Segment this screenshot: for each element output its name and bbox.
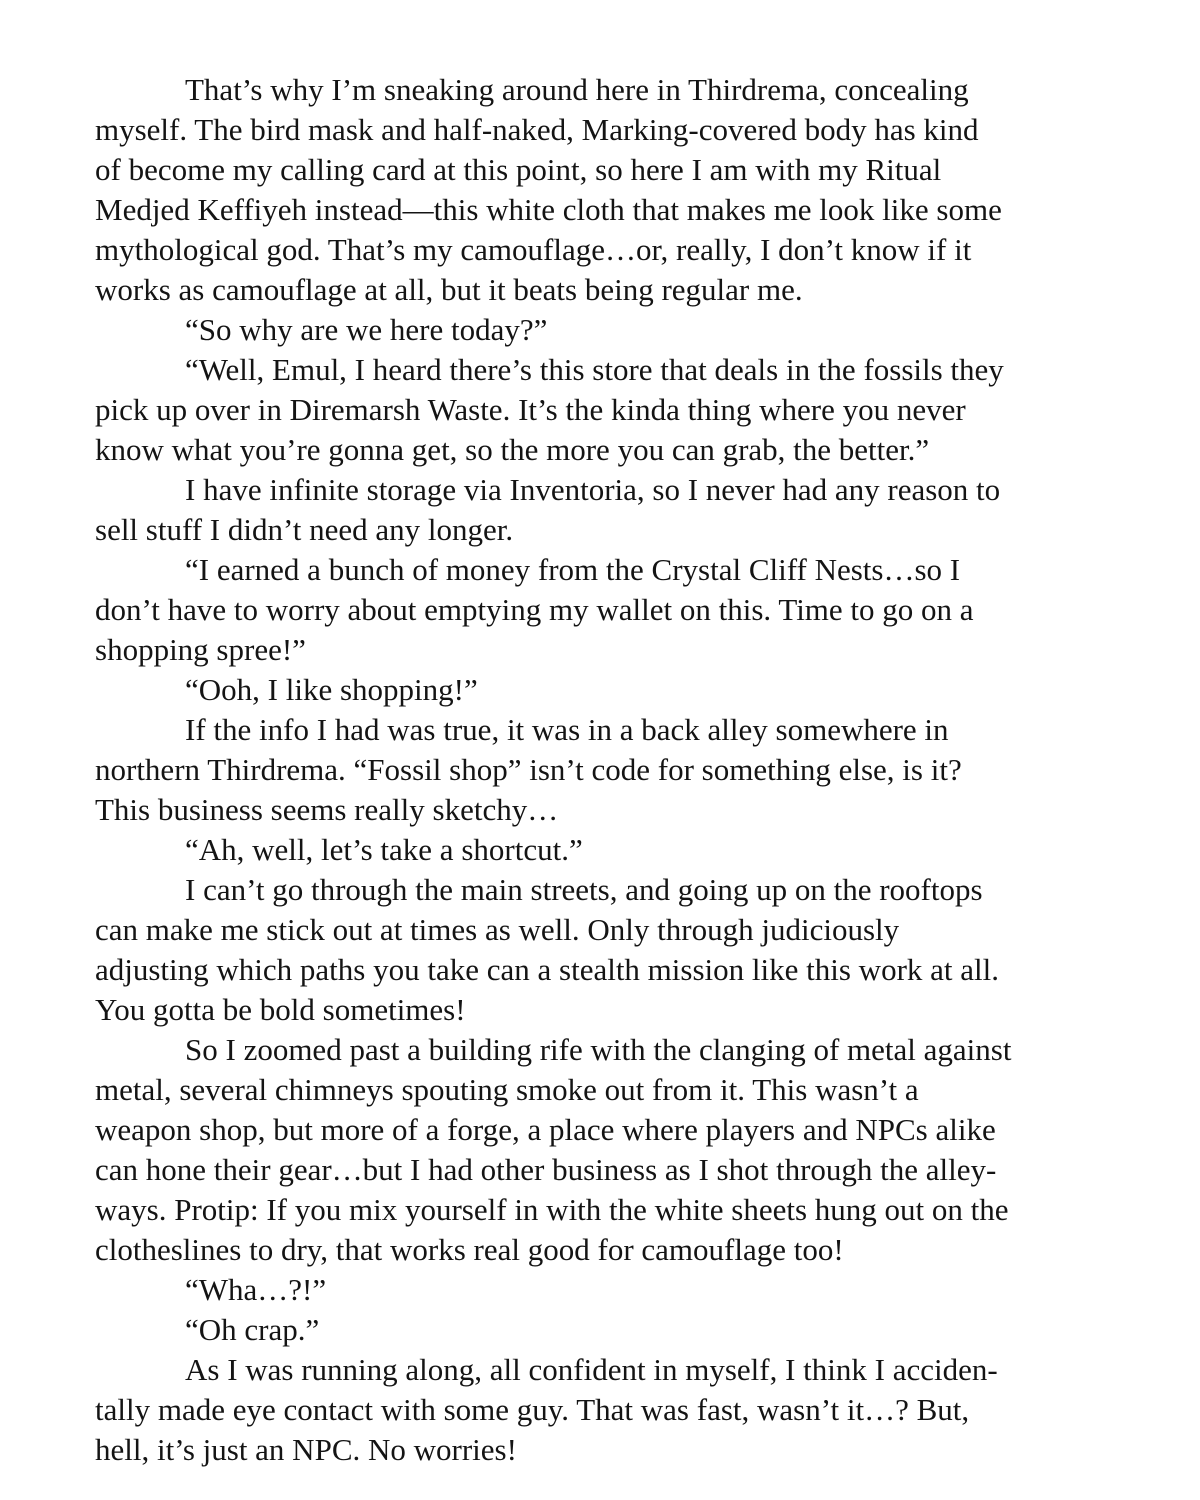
text-line: sell stuff I didn’t need any longer. <box>95 512 514 547</box>
text-line: can make me stick out at times as well. Only through judiciously <box>95 912 900 947</box>
text-line: As I was running along, all confident in myself, I think I acciden- <box>185 1352 998 1387</box>
text-line: mythological god. That’s my camouflage…or, really, I don’t know if it <box>95 232 972 267</box>
text-line: You gotta be bold sometimes! <box>95 992 466 1027</box>
text-line: clotheslines to dry, that works real good for camouflage too! <box>95 1232 844 1267</box>
text-line: Medjed Keffiyeh instead—this white cloth that makes me look like some <box>95 192 1002 227</box>
text-line: works as camouflage at all, but it beats being regular me. <box>95 272 803 307</box>
text-line: “Well, Emul, I heard there’s this store that deals in the fossils they <box>185 352 1004 387</box>
text-line: “Ooh, I like shopping!” <box>185 672 478 707</box>
text-line: I can’t go through the main streets, and going up on the rooftops <box>185 872 983 907</box>
text-line: metal, several chimneys spouting smoke out from it. This wasn’t a <box>95 1072 919 1107</box>
text-line: “Wha…?!” <box>185 1272 327 1307</box>
text-line: “Oh crap.” <box>185 1312 320 1347</box>
text-line: ways. Protip: If you mix yourself in with the white sheets hung out on the <box>95 1192 1009 1227</box>
text-line: tally made eye contact with some guy. That was fast, wasn’t it…? But, <box>95 1392 970 1427</box>
text-line: don’t have to worry about emptying my wallet on this. Time to go on a <box>95 592 974 627</box>
text-line: So I zoomed past a building rife with the clanging of metal against <box>185 1032 1012 1067</box>
text-line: I have infinite storage via Inventoria, so I never had any reason to <box>185 472 1001 507</box>
text-line: That’s why I’m sneaking around here in Thirdrema, concealing <box>185 72 969 107</box>
text-line: know what you’re gonna get, so the more you can grab, the better.” <box>95 432 930 467</box>
text-line: “I earned a bunch of money from the Crystal Cliff Nests…so I <box>185 552 961 587</box>
text-line: shopping spree!” <box>95 632 306 667</box>
text-line: If the info I had was true, it was in a back alley somewhere in <box>185 712 949 747</box>
text-line: myself. The bird mask and half-naked, Marking-covered body has kind <box>95 112 979 147</box>
text-line: This business seems really sketchy… <box>95 792 559 827</box>
text-line: pick up over in Diremarsh Waste. It’s the kinda thing where you never <box>95 392 966 427</box>
text-line: northern Thirdrema. “Fossil shop” isn’t code for something else, is it? <box>95 752 962 787</box>
text-line: “So why are we here today?” <box>185 312 548 347</box>
text-line: adjusting which paths you take can a stealth mission like this work at all. <box>95 952 999 987</box>
text-line: can hone their gear…but I had other business as I shot through the alley- <box>95 1152 997 1187</box>
text-line: weapon shop, but more of a forge, a place where players and NPCs alike <box>95 1112 996 1147</box>
text-line: hell, it’s just an NPC. No worries! <box>95 1432 517 1467</box>
text-line: of become my calling card at this point, so here I am with my Ritual <box>95 152 942 187</box>
text-line: “Ah, well, let’s take a shortcut.” <box>185 832 583 867</box>
